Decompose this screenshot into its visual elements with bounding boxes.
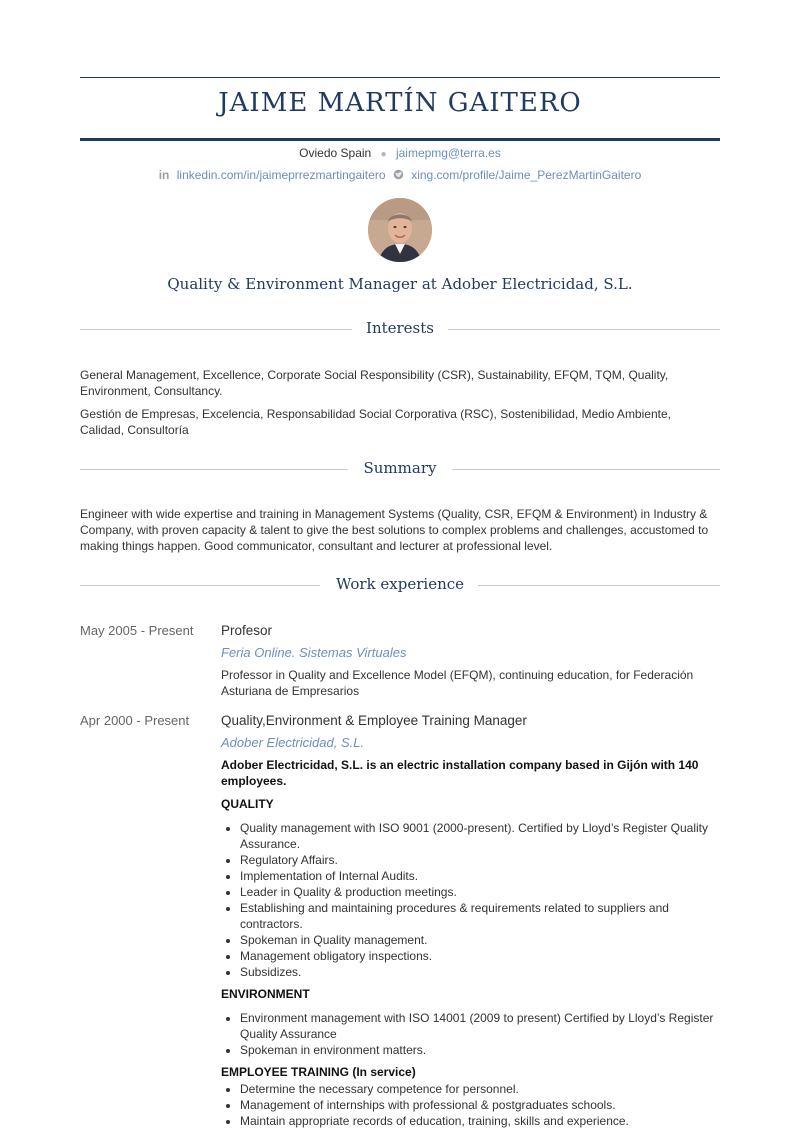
work-title: Work experience — [335, 575, 465, 593]
interests-english: General Management, Excellence, Corporate Social Responsibility (CSR), Sustainability, EFQM, TQM, Quality, Environment, Consultancy. — [80, 368, 669, 398]
heading-rule-right — [478, 585, 720, 586]
list-item: • Maintain appropriate records of education, training, skills and experience. — [240, 1113, 720, 1129]
list-item: • Subsidizes. — [240, 964, 720, 980]
interests-heading — [80, 317, 720, 341]
summary-heading — [80, 457, 720, 481]
contact-row-links — [80, 168, 720, 182]
job-company-link[interactable]: Feria Online. Sistemas Virtuales — [221, 645, 407, 660]
list-item: • Establishing and maintaining procedures & requirements related to suppliers and contractors. — [240, 900, 720, 932]
job-title: Profesor — [221, 623, 273, 638]
list-item: • Implementation of Internal Audits. — [240, 868, 720, 884]
candidate-name: JAIME MARTÍN GAITERO — [218, 88, 582, 118]
job-intro: Adober Electricidad, S.L. is an electric installation company based in Gijón with 140 employees. — [221, 758, 699, 788]
list-item: • Determine the necessary competence for personnel. — [240, 1081, 720, 1097]
email-link[interactable]: jaimepmg@terra.es — [395, 146, 501, 160]
header-bottom-rule — [80, 138, 720, 141]
contact-row-primary — [80, 146, 720, 160]
heading-rule-right — [448, 329, 720, 330]
job-title: Quality,Environment & Employee Training Manager — [221, 713, 527, 728]
summary-text: Engineer with wide expertise and training in Management Systems (Quality, CSR, EFQM & Environment) in Industry & Company, with proven capacity & talent to give the best solutions to complex problems and challenges, accustomed to making things happen. Good communicator, consultant and lecturer at professional level. — [80, 507, 709, 553]
summary-title: Summary — [363, 459, 437, 477]
job-description: Professor in Quality and Excellence Model (EFQM), continuing education, for Federación Asturiana de Empresarios — [221, 668, 694, 698]
list-item: • Leader in Quality & production meetings. — [240, 884, 720, 900]
work-heading — [80, 573, 720, 597]
list-item: • Spokeman in environment matters. — [240, 1042, 720, 1058]
list-item: • Management of internships with professional & postgraduates schools. — [240, 1097, 720, 1113]
list-item: • Management obligatory inspections. — [240, 948, 720, 964]
globe-icon — [393, 168, 407, 182]
environment-subheading: ENVIRONMENT — [221, 987, 310, 1001]
profile-photo — [368, 198, 432, 262]
environment-list — [221, 1010, 720, 1058]
interests-title: Interests — [366, 319, 434, 337]
linkedin-link[interactable]: linkedin.com/in/jaimeprrezmartingaitero — [176, 168, 386, 182]
interests-spanish: Gestión de Empresas, Excelencia, Responsabilidad Social Corporativa (RSC), Sostenibilidad, Medio Ambiente, Calidad, Consultoría — [80, 407, 671, 437]
job-company-link[interactable]: Adober Electricidad, S.L. — [221, 735, 365, 750]
location-text: Oviedo Spain — [299, 146, 372, 160]
linkedin-icon: in — [158, 168, 170, 182]
xing-link[interactable]: xing.com/profile/Jaime_PerezMartinGaitero — [411, 168, 642, 182]
training-subheading: EMPLOYEE TRAINING (In service) — [221, 1065, 416, 1079]
job-date: May 2005 - Present — [80, 623, 194, 638]
heading-rule-right — [452, 469, 720, 470]
list-item: • Spokeman in Quality management. — [240, 932, 720, 948]
quality-list — [221, 820, 720, 980]
header-top-rule — [80, 77, 720, 78]
job-date: Apr 2000 - Present — [80, 713, 190, 728]
list-item: • Regulatory Affairs. — [240, 852, 720, 868]
quality-subheading: QUALITY — [221, 797, 274, 811]
separator-dot-icon: ● — [380, 149, 387, 160]
training-list — [221, 1081, 720, 1129]
headline: Quality & Environment Manager at Adober Electricidad, S.L. — [167, 275, 633, 293]
list-item: • Environment management with ISO 14001 (2009 to present) Certified by Lloyd’s Register Quality Assurance — [240, 1010, 720, 1042]
list-item: • Quality management with ISO 9001 (2000-present). Certified by Lloyd’s Register Quality Assurance. — [240, 820, 720, 852]
